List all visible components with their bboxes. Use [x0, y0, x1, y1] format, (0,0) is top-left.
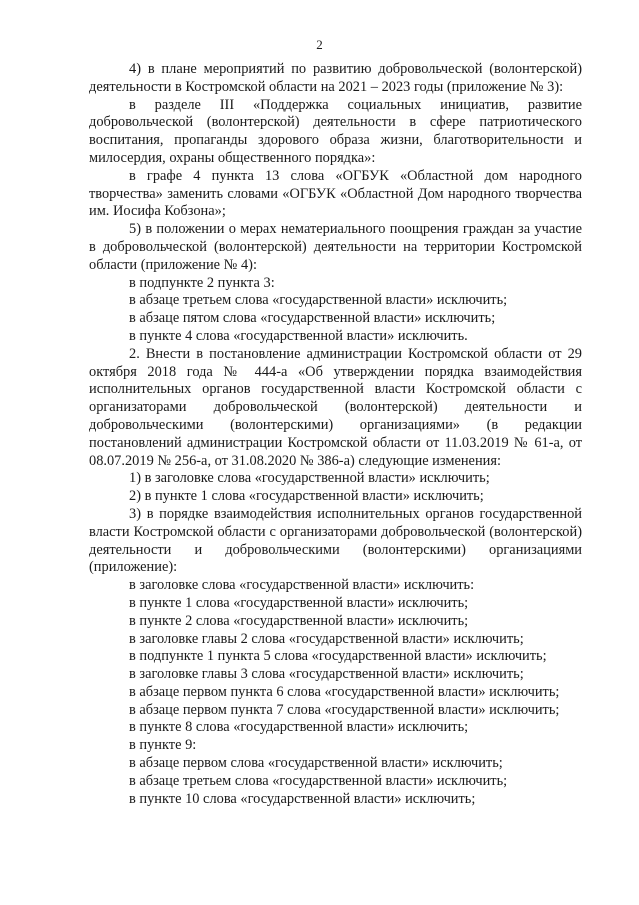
paragraph-section-3: в разделе III «Поддержка социальных инициатив, развитие добровольческой (волонтерской) деятельности в сфере патриотического воспитания, пропаганды здорового образа жизни, благотворительности и милосердия, охраны общественного порядка»: [89, 96, 582, 166]
paragraph-fifth-passage: в абзаце пятом слова «государственной власти» исключить; [129, 310, 496, 327]
paragraph-point-9: в пункте 9: [129, 737, 197, 754]
paragraph-point-9-first-passage: в абзаце первом слова «государственной власти» исключить; [129, 755, 503, 772]
paragraph-subitem-2-point-3: в подпункте 2 пункта 3: [129, 274, 275, 291]
paragraph-amend-3: 3) в порядке взаимодействия исполнительных органов государственной власти Костромской области с организаторами добровольческой (волонтерской) деятельности и добровольческими (волонтерскими) организациями (приложение): [89, 505, 582, 576]
document-body [89, 61, 582, 808]
paragraph-subitem-1-point-5-change: в подпункте 1 пункта 5 слова «государственной власти» исключить; [129, 648, 547, 665]
paragraph-title-change: в заголовке слова «государственной власти» исключить: [129, 577, 475, 594]
paragraph-point-9-third-passage: в абзаце третьем слова «государственной власти» исключить; [129, 772, 508, 789]
paragraph-chapter-3-title-change: в заголовке главы 3 слова «государственной власти» исключить; [129, 666, 524, 683]
paragraph-point-8-change: в пункте 8 слова «государственной власти» исключить; [129, 719, 469, 736]
paragraph-chapter-2-title-change: в заголовке главы 2 слова «государственной власти» исключить; [129, 630, 524, 647]
paragraph-third-passage: в абзаце третьем слова «государственной власти» исключить; [129, 292, 508, 309]
paragraph-item-4: 4) в плане мероприятий по развитию добровольческой (волонтерской) деятельности в Костромской области на 2021 – 2023 годы (приложение № 3): [89, 61, 582, 95]
paragraph-column-4-item-13: в графе 4 пункта 13 слова «ОГБУК «Областной дом народного творчества» заменить словами «ОГБУК «Областной Дом народного творчества им. Иосифа Кобзона»; [89, 167, 582, 220]
paragraph-amend-2: 2) в пункте 1 слова «государственной власти» исключить; [129, 488, 484, 505]
paragraph-point-10-change: в пункте 10 слова «государственной власти» исключить; [129, 790, 476, 807]
paragraph-point-1-change: в пункте 1 слова «государственной власти» исключить; [129, 594, 469, 611]
paragraph-section-2-amendment: 2. Внести в постановление администрации Костромской области от 29 октября 2018 года № 444-а «Об утверждении порядка взаимодействия исполнительных органов государственной власти Костромской области с организаторами добровольческой (волонтерской) деятельности и добровольческими (волонтерскими) организациями» (в редакции постановлений администрации Костромской области от 11.03.2019 № 61-а, от 08.07.2019 № 256-а, от 31.08.2020 № 386-а) следующие изменения: [89, 345, 582, 469]
paragraph-point-7-change: в абзаце первом пункта 7 слова «государственной власти» исключить; [129, 701, 560, 718]
paragraph-point-4: в пункте 4 слова «государственной власти» исключить. [129, 327, 468, 344]
paragraph-amend-1: 1) в заголовке слова «государственной власти» исключить; [129, 470, 490, 487]
paragraph-item-5: 5) в положении о мерах нематериального поощрения граждан за участие в добровольческой (волонтерской) деятельности на территории Костромской области (приложение № 4): [89, 221, 582, 273]
page-number: 2 [316, 37, 323, 52]
paragraph-point-6-change: в абзаце первом пункта 6 слова «государственной власти» исключить; [129, 683, 560, 700]
paragraph-point-2-change: в пункте 2 слова «государственной власти» исключить; [129, 612, 469, 629]
